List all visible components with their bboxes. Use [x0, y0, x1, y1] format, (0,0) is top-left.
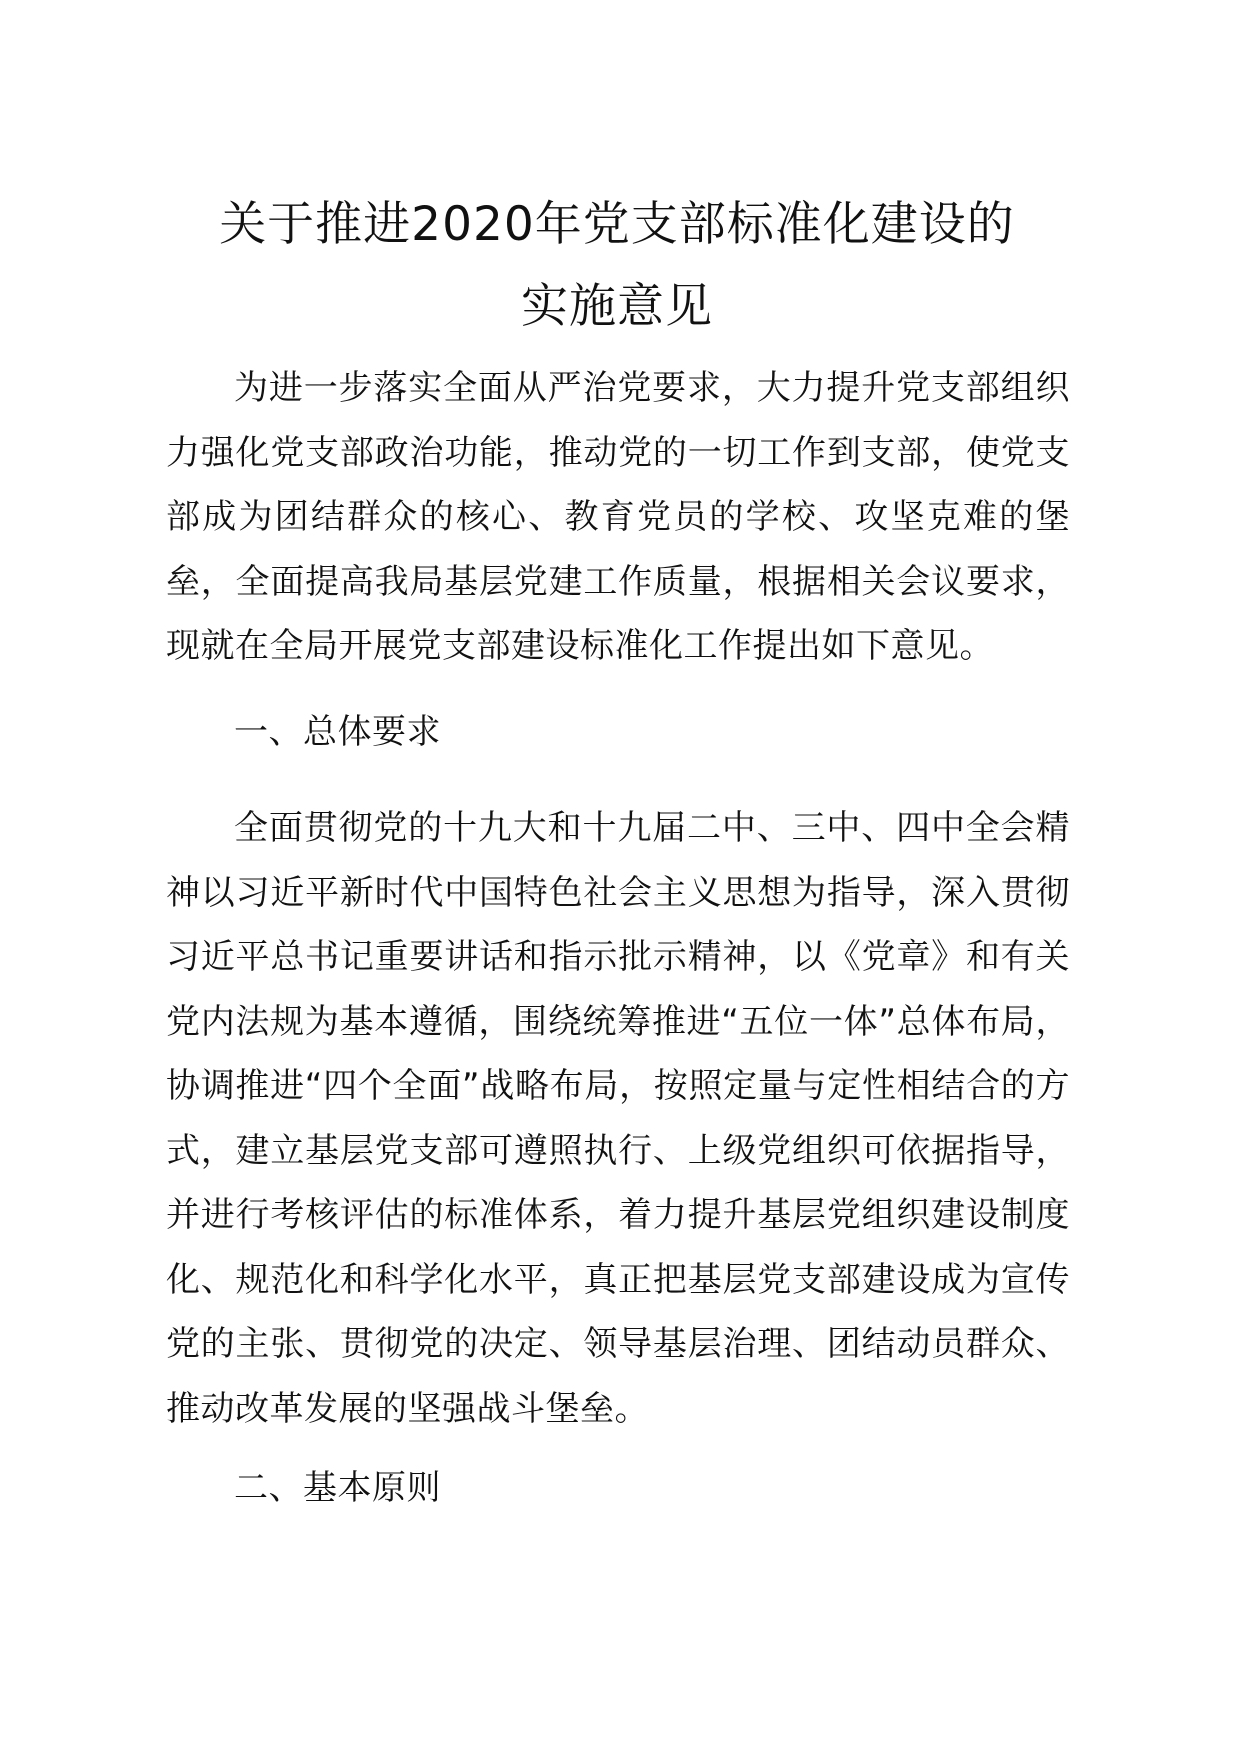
section-heading-general-requirements: 一、总体要求 — [234, 712, 441, 752]
document-title-line2: 实施意见 — [521, 279, 713, 334]
intro-paragraph: 为进一步落实全面从严治党要求，大力提升党支部组织力强化党支部政治功能，推动党的一切工作到支部，使党支部成为团结群众的核心、教育党员的学校、攻坚克难的堡垒，全面提高我局基层党建工作质量，根据相关会议要求，现就在全局开展党支部建设标准化工作提出如下意见。 — [166, 368, 1070, 666]
document-title-line1: 关于推进2020年党支部标准化建设的 — [219, 197, 1015, 252]
section-heading-basic-principles: 二、基本原则 — [234, 1468, 441, 1508]
general-requirements-paragraph: 全面贯彻党的十九大和十九届二中、三中、四中全会精神以习近平新时代中国特色社会主义思想为指导，深入贯彻习近平总书记重要讲话和指示批示精神，以《党章》和有关党内法规为基本遵循，围绕统筹推进“五位一体”总体布局，协调推进“四个全面”战略布局，按照定量与定性相结合的方式，建立基层党支部可遵照执行、上级党组织可依据指导，并进行考核评估的标准体系，着力提升基层党组织建设制度化、规范化和科学化水平，真正把基层党支部建设成为宣传党的主张、贯彻党的决定、领导基层治理、团结动员群众、推动改革发展的坚强战斗堡垒。 — [166, 808, 1070, 1429]
